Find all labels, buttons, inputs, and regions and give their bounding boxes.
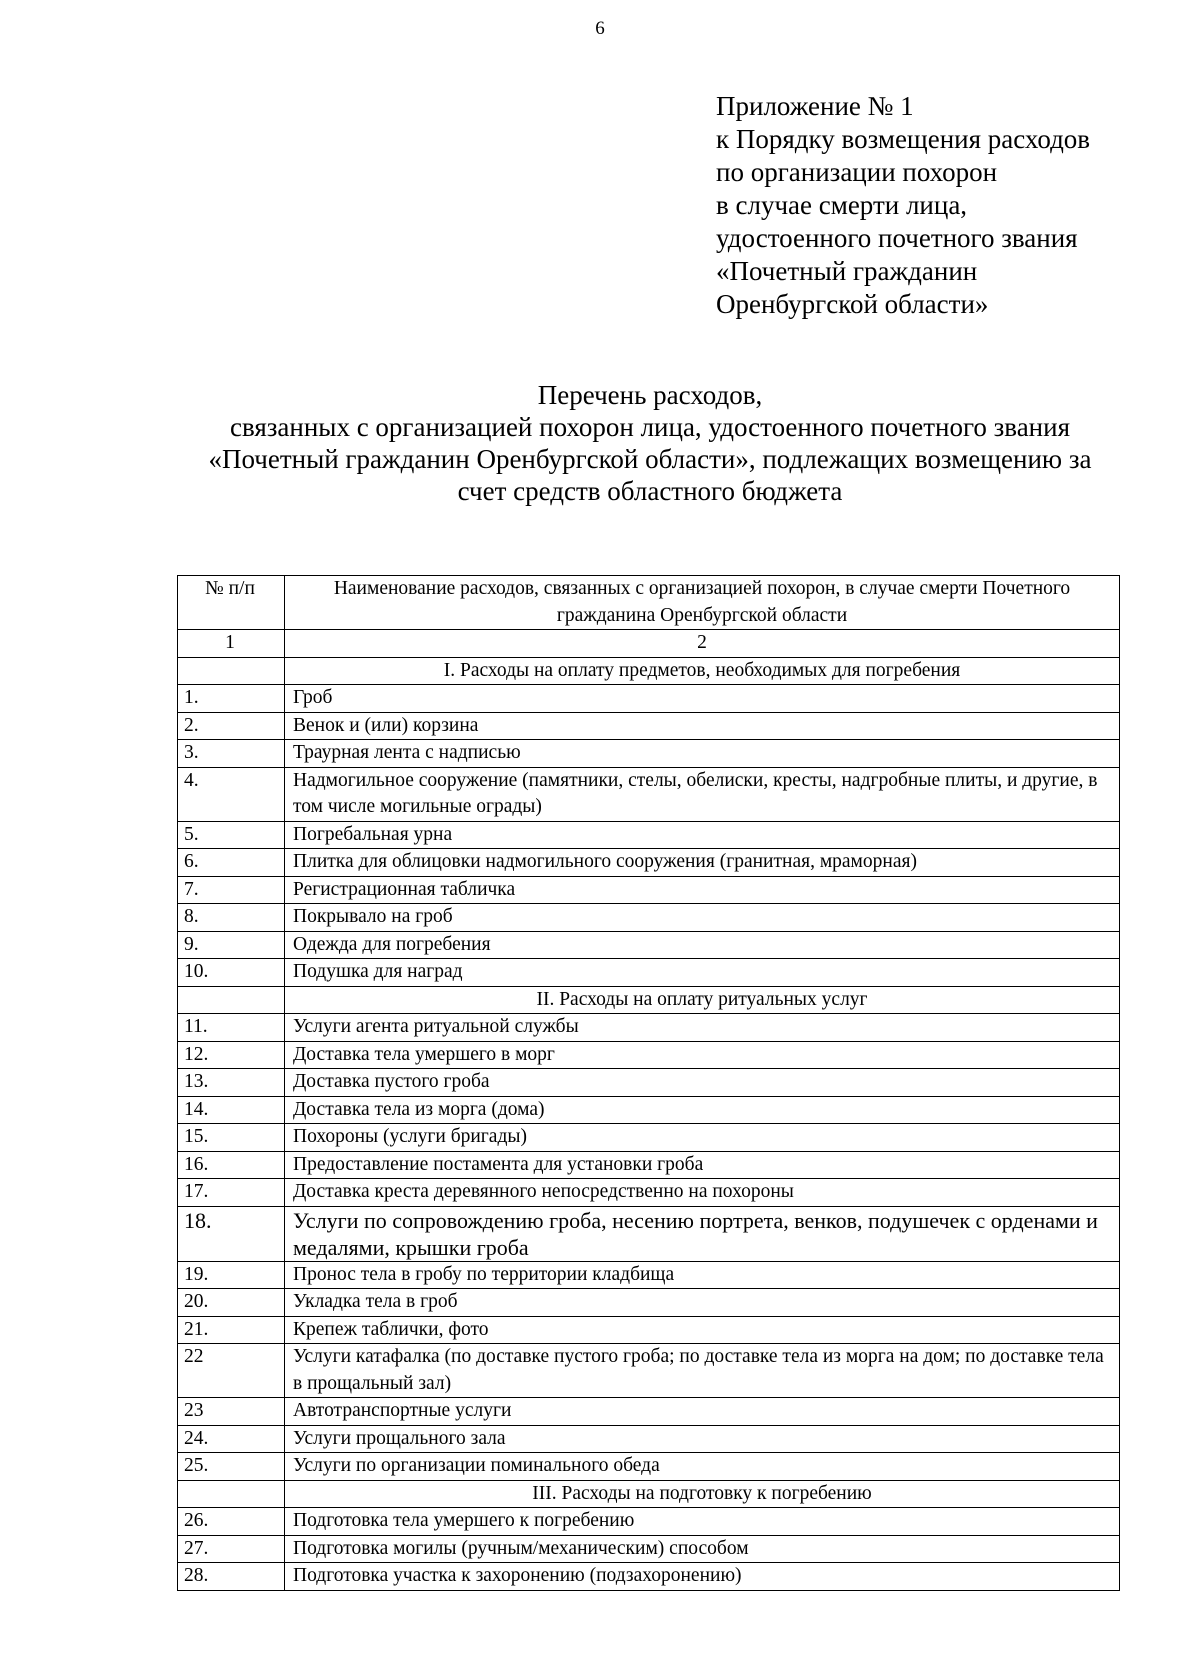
table-row: [178, 1069, 1120, 1097]
table-row: [178, 959, 1120, 987]
row-number: 13.: [178, 1069, 285, 1097]
table-row: [178, 685, 1120, 713]
table-row: [178, 712, 1120, 740]
row-number: 5.: [178, 821, 285, 849]
row-number: 20.: [178, 1289, 285, 1317]
row-number: 6.: [178, 849, 285, 877]
table-row: [178, 1425, 1120, 1453]
table-row: [178, 1535, 1120, 1563]
expense-name: Надмогильное сооружение (памятники, стелы, обелиски, кресты, надгробные плиты, и другие, в том числе могильные ограды): [285, 767, 1120, 821]
row-number: [178, 1480, 285, 1508]
expense-name: Услуги агента ритуальной службы: [285, 1014, 1120, 1042]
appendix-line: к Порядку возмещения расходов: [716, 124, 1091, 154]
row-number: 17.: [178, 1179, 285, 1207]
table-header-row: [178, 576, 1120, 630]
row-number: 15.: [178, 1124, 285, 1152]
table-row: [178, 1316, 1120, 1344]
row-number: 26.: [178, 1508, 285, 1536]
table-row: [178, 1179, 1120, 1207]
row-number: 18.: [178, 1206, 285, 1261]
table-row: [178, 740, 1120, 768]
expense-name: Услуги по сопровождению гроба, несению портрета, венков, подушечек с орденами и медалями, крышки гроба: [285, 1206, 1120, 1261]
appendix-line: по организации похорон: [716, 157, 998, 187]
expense-name: Гроб: [285, 685, 1120, 713]
header-num-cell: № п/п: [178, 576, 285, 630]
row-number: 10.: [178, 959, 285, 987]
expense-name: Подушка для наград: [285, 959, 1120, 987]
appendix-line: в случае смерти лица,: [716, 190, 968, 220]
document-title: [150, 379, 1150, 507]
row-number: 2.: [178, 712, 285, 740]
expense-name: Погребальная урна: [285, 821, 1120, 849]
section-title: I. Расходы на оплату предметов, необходимых для погребения: [285, 657, 1120, 685]
expense-name: Доставка пустого гроба: [285, 1069, 1120, 1097]
expense-name: Доставка креста деревянного непосредственно на похороны: [285, 1179, 1120, 1207]
row-number: 25.: [178, 1453, 285, 1481]
expense-name: Регистрационная табличка: [285, 876, 1120, 904]
table-row: [178, 904, 1120, 932]
row-number: 16.: [178, 1151, 285, 1179]
table-row: [178, 1289, 1120, 1317]
row-number: 14.: [178, 1096, 285, 1124]
section-row: [178, 657, 1120, 685]
row-number: 7.: [178, 876, 285, 904]
table-row: [178, 767, 1120, 821]
table-row: [178, 1096, 1120, 1124]
section-title: II. Расходы на оплату ритуальных услуг: [285, 986, 1120, 1014]
expense-name: Крепеж таблички, фото: [285, 1316, 1120, 1344]
row-number: 8.: [178, 904, 285, 932]
row-number: 19.: [178, 1261, 285, 1289]
table-row: [178, 1014, 1120, 1042]
appendix-block: [716, 90, 1090, 321]
row-number: 4.: [178, 767, 285, 821]
expense-name: Услуги по организации поминального обеда: [285, 1453, 1120, 1481]
page-number: 6: [595, 18, 605, 39]
section-title: III. Расходы на подготовку к погребению: [285, 1480, 1120, 1508]
row-number: 3.: [178, 740, 285, 768]
row-number: 23: [178, 1398, 285, 1426]
row-number: 28.: [178, 1563, 285, 1591]
table-row: [178, 821, 1120, 849]
table-row: [178, 1453, 1120, 1481]
table-row: [178, 1261, 1120, 1289]
title-line: связанных с организацией похорон лица, удостоенного почетного звания: [229, 412, 1071, 442]
row-number: [178, 986, 285, 1014]
expense-name: Услуги катафалка (по доставке пустого гроба; по доставке тела из морга на дом; по доставке тела в прощальный зал): [285, 1344, 1120, 1398]
expense-name: Подготовка могилы (ручным/механическим) способом: [285, 1535, 1120, 1563]
title-line: «Почетный гражданин Оренбургской области», подлежащих возмещению за: [208, 444, 1092, 474]
table-row: [178, 876, 1120, 904]
row-number: 22: [178, 1344, 285, 1398]
title-line: счет средств областного бюджета: [457, 476, 843, 506]
appendix-line: Оренбургской области»: [716, 289, 989, 319]
expense-name: Подготовка тела умершего к погребению: [285, 1508, 1120, 1536]
row-number: 24.: [178, 1425, 285, 1453]
table-row: [178, 849, 1120, 877]
expense-name: Венок и (или) корзина: [285, 712, 1120, 740]
table-row: [178, 1563, 1120, 1591]
row-number: 12.: [178, 1041, 285, 1069]
column-index-1: 1: [178, 630, 285, 658]
expense-name: Плитка для облицовки надмогильного сооружения (гранитная, мраморная): [285, 849, 1120, 877]
expense-name: Похороны (услуги бригады): [285, 1124, 1120, 1152]
expense-name: Подготовка участка к захоронению (подзахоронению): [285, 1563, 1120, 1591]
title-line: Перечень расходов,: [537, 380, 763, 410]
expenses-table: [177, 575, 1120, 1591]
expense-name: Траурная лента с надписью: [285, 740, 1120, 768]
expense-name: Укладка тела в гроб: [285, 1289, 1120, 1317]
appendix-line: удостоенного почетного звания: [716, 223, 1078, 253]
table-row: [178, 931, 1120, 959]
row-number: 27.: [178, 1535, 285, 1563]
table-row: [178, 1124, 1120, 1152]
expense-name: Покрывало на гроб: [285, 904, 1120, 932]
expense-name: Автотранспортные услуги: [285, 1398, 1120, 1426]
row-number: [178, 657, 285, 685]
appendix-line: «Почетный гражданин: [716, 256, 978, 286]
appendix-line: Приложение № 1: [716, 91, 914, 121]
row-number: 9.: [178, 931, 285, 959]
table-row: [178, 1151, 1120, 1179]
table-row: [178, 1398, 1120, 1426]
section-row: [178, 986, 1120, 1014]
expense-name: Доставка тела умершего в морг: [285, 1041, 1120, 1069]
column-index-row: [178, 630, 1120, 658]
expense-name: Услуги прощального зала: [285, 1425, 1120, 1453]
expense-name: Предоставление постамента для установки гроба: [285, 1151, 1120, 1179]
row-number: 1.: [178, 685, 285, 713]
row-number: 11.: [178, 1014, 285, 1042]
table-row: [178, 1344, 1120, 1398]
table-row: [178, 1508, 1120, 1536]
expense-name: Доставка тела из морга (дома): [285, 1096, 1120, 1124]
expense-name: Одежда для погребения: [285, 931, 1120, 959]
expense-name: Пронос тела в гробу по территории кладбища: [285, 1261, 1120, 1289]
table-row: [178, 1206, 1120, 1261]
row-number: 21.: [178, 1316, 285, 1344]
header-name-cell: Наименование расходов, связанных с организацией похорон, в случае смерти Почетного гражданина Оренбургской области: [285, 576, 1120, 630]
column-index-2: 2: [285, 630, 1120, 658]
section-row: [178, 1480, 1120, 1508]
table-row: [178, 1041, 1120, 1069]
